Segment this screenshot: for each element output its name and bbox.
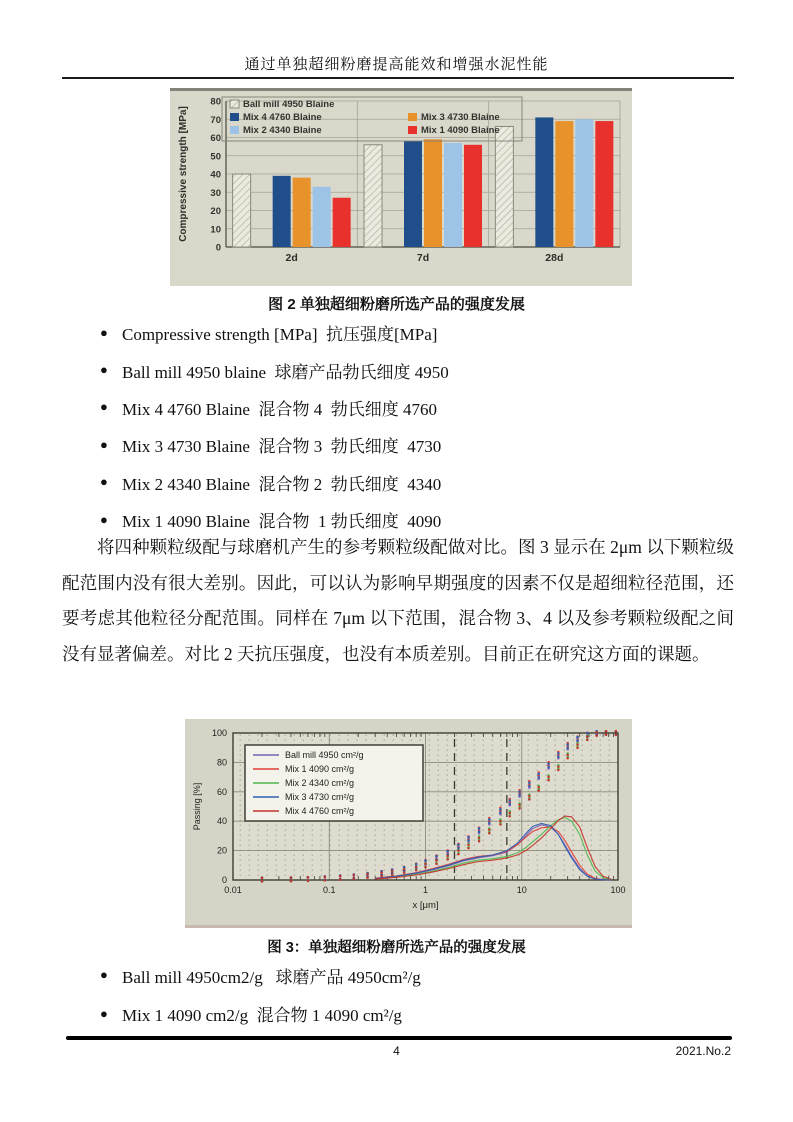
svg-text:0: 0	[215, 242, 221, 254]
svg-text:100: 100	[610, 885, 626, 895]
list-item	[100, 389, 449, 426]
svg-text:100: 100	[211, 728, 227, 738]
svg-text:Mix 1 4090 Blaine: Mix 1 4090 Blaine	[421, 125, 500, 136]
footer-issue-label: 2021.No.2	[675, 1044, 731, 1058]
bullet-icon	[100, 325, 122, 341]
svg-text:1: 1	[422, 885, 429, 895]
list-item-text: Mix 1 4090 Blaine 混合物 1 勃氏细度 4090	[122, 512, 442, 532]
figure3-legend-translation-list	[100, 956, 421, 1033]
bullet-icon	[100, 437, 122, 453]
list-item-text: Compressive strength [MPa] 抗压强度[MPa]	[122, 325, 438, 345]
svg-text:80: 80	[210, 96, 221, 108]
bullet-icon	[100, 512, 122, 528]
svg-text:60: 60	[216, 786, 227, 797]
list-item-text: Mix 1 4090 cm2/g 混合物 1 4090 cm²/g	[122, 1006, 402, 1026]
bullet-icon	[100, 362, 122, 378]
svg-text:Ball mill 4950 cm²/g: Ball mill 4950 cm²/g	[285, 750, 364, 760]
body-paragraph: 将四种颗粒级配与球磨机产生的参考颗粒级配做对比。图 3 显示在 2μm 以下颗粒级配范围内没有很大差别。因此，可以认为影响早期强度的因素不仅是超细粒径范围，还要考虑其他粒径分配范围。同样在 7μm 以下范围，混合物 3、4 以及参考颗粒级配之间没有显著偏差。对比 2 天抗压强度，也没有本质差别。目前正在研究这方面的课题。	[62, 537, 734, 664]
bullet-icon	[100, 1006, 122, 1022]
svg-text:70: 70	[210, 114, 221, 126]
svg-text:Mix 2 4340 cm²/g: Mix 2 4340 cm²/g	[285, 778, 355, 788]
svg-text:Mix 4 4760 cm²/g: Mix 4 4760 cm²/g	[285, 806, 355, 816]
svg-text:Mix 3 4730 cm²/g: Mix 3 4730 cm²/g	[285, 792, 355, 802]
svg-text:Mix 4 4760 Blaine: Mix 4 4760 Blaine	[243, 112, 322, 123]
svg-text:Compressive strength [MPa]: Compressive strength [MPa]	[178, 106, 189, 242]
svg-text:10: 10	[210, 224, 221, 236]
svg-text:Ball mill 4950 Blaine: Ball mill 4950 Blaine	[243, 99, 335, 110]
list-item-text: Ball mill 4950 blaine 球磨产品勃氏细度 4950	[122, 362, 449, 382]
bullet-icon	[100, 967, 122, 983]
list-item-text: Mix 4 4760 Blaine 混合物 4 勃氏细度 4760	[122, 399, 437, 419]
svg-text:Passing [%]: Passing [%]	[192, 782, 202, 831]
figure3-psd-line-chart	[185, 719, 632, 928]
svg-text:0: 0	[221, 875, 227, 885]
svg-text:20: 20	[216, 845, 227, 856]
svg-text:10: 10	[516, 885, 527, 895]
svg-text:50: 50	[210, 151, 221, 163]
list-item-text: Mix 2 4340 Blaine 混合物 2 勃氏细度 4340	[122, 474, 442, 494]
svg-text:60: 60	[210, 133, 221, 144]
list-item	[100, 351, 449, 388]
svg-text:40: 40	[210, 169, 221, 181]
svg-text:28d: 28d	[545, 252, 564, 264]
svg-text:7d: 7d	[416, 252, 430, 264]
svg-text:Mix 1 4090 cm²/g: Mix 1 4090 cm²/g	[285, 764, 355, 774]
page-header-title: 通过单独超细粉磨提高能效和增强水泥性能	[244, 57, 549, 73]
figure2-legend-translation-list	[100, 314, 449, 538]
svg-text:40: 40	[216, 816, 227, 827]
svg-text:30: 30	[210, 187, 221, 199]
svg-text:Mix 3 4730 Blaine: Mix 3 4730 Blaine	[421, 112, 500, 123]
svg-text:0.01: 0.01	[224, 885, 242, 895]
figure2-caption: 图 2 单独超细粉磨所选产品的强度发展	[268, 296, 525, 313]
footer-rule	[66, 1036, 732, 1040]
svg-text:2d: 2d	[285, 252, 298, 264]
list-item-text: Mix 3 4730 Blaine 混合物 3 勃氏细度 4730	[122, 437, 442, 457]
header-rule	[62, 77, 734, 79]
svg-text:Mix 2 4340 Blaine: Mix 2 4340 Blaine	[243, 125, 322, 136]
list-item	[100, 464, 449, 501]
svg-text:20: 20	[210, 206, 221, 217]
bullet-icon	[100, 399, 122, 415]
footer-page-number: 4	[393, 1044, 400, 1058]
list-item	[100, 956, 421, 995]
bullet-icon	[100, 474, 122, 490]
figure2-strength-bar-chart	[170, 88, 632, 286]
svg-text:x [μm]: x [μm]	[412, 900, 439, 911]
list-item	[100, 426, 449, 463]
list-item	[100, 314, 449, 351]
figure3-line-chart-svg	[185, 719, 632, 925]
figure3-caption: 图 3：单独超细粉磨所选产品的强度发展	[267, 940, 526, 956]
list-item	[100, 995, 421, 1034]
svg-text:80: 80	[216, 757, 227, 768]
svg-text:0.1: 0.1	[322, 885, 336, 895]
list-item-text: Ball mill 4950cm2/g 球磨产品 4950cm²/g	[122, 967, 421, 987]
figure2-bar-chart-svg	[170, 91, 629, 286]
